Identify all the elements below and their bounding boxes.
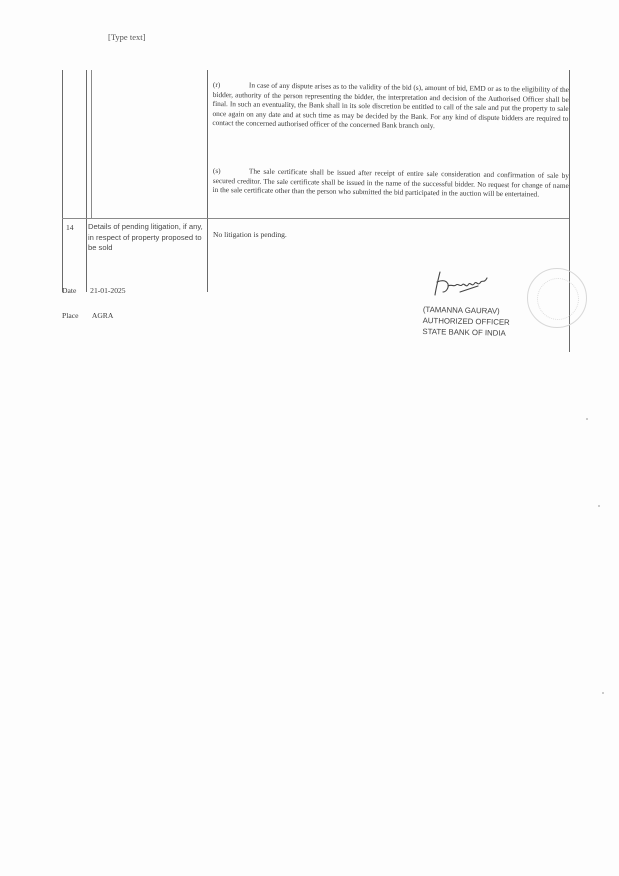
date-value: 21-01-2025 <box>90 286 126 295</box>
clause-s <box>213 166 569 200</box>
table-column-divider-2 <box>207 70 208 292</box>
clause-r <box>212 80 569 133</box>
handwritten-signature <box>432 268 496 298</box>
place-label: Place <box>62 311 79 320</box>
clause-r-number: (r) <box>212 80 221 90</box>
row-14-value: No litigation is pending. <box>213 230 287 239</box>
table-column-divider-double <box>91 70 92 218</box>
date-line <box>62 286 126 295</box>
scan-speck <box>598 505 600 507</box>
signatory-block <box>422 304 510 339</box>
signatory-organization: STATE BANK OF INDIA <box>422 326 506 338</box>
place-value: AGRA <box>91 311 114 320</box>
faint-seal-stamp <box>527 268 587 328</box>
row-14-label: Details of pending litigation, if any, in respect of property proposed to be sold <box>88 222 203 253</box>
table-left-border <box>62 70 63 292</box>
table-row-divider <box>62 218 569 219</box>
scan-speck <box>602 692 604 694</box>
clause-s-number: (s) <box>212 166 221 176</box>
signatory-designation: AUTHORIZED OFFICER <box>422 315 510 327</box>
row-14-number: 14 <box>66 223 74 232</box>
table-column-divider-1 <box>86 70 87 292</box>
clause-s-text: The sale certificate shall be issued after receipt of entire sale consideration and confirmation of sale by secured creditor. The sale certificate shall be issued in the name of the successful bidder. No request for change of name in the sale certificate other than the person who submitted the bid participated in the auction will be entertained. <box>212 166 569 199</box>
place-line <box>62 311 113 320</box>
date-label: Date <box>62 286 77 295</box>
scan-speck <box>586 418 588 420</box>
header-placeholder-text: [Type text] <box>108 32 146 42</box>
clause-r-text: In case of any dispute arises as to the validity of the bid (s), amount of bid, EMD or as to the eligibility of the bidder, authority of the person representing the bidder, the interpretation and decision of the Authorised Officer shall be final. In such an eventuality, the Bank shall in its sole discretion be entitled to call of the sale and put the property to sale once again on any date and at such time as may be decided by the Bank. For any kind of dispute bidders are required to contact the concerned authorised officer of the concerned Bank branch only. <box>212 80 569 131</box>
signatory-name: (TAMANNA GAURAV) <box>422 304 500 316</box>
